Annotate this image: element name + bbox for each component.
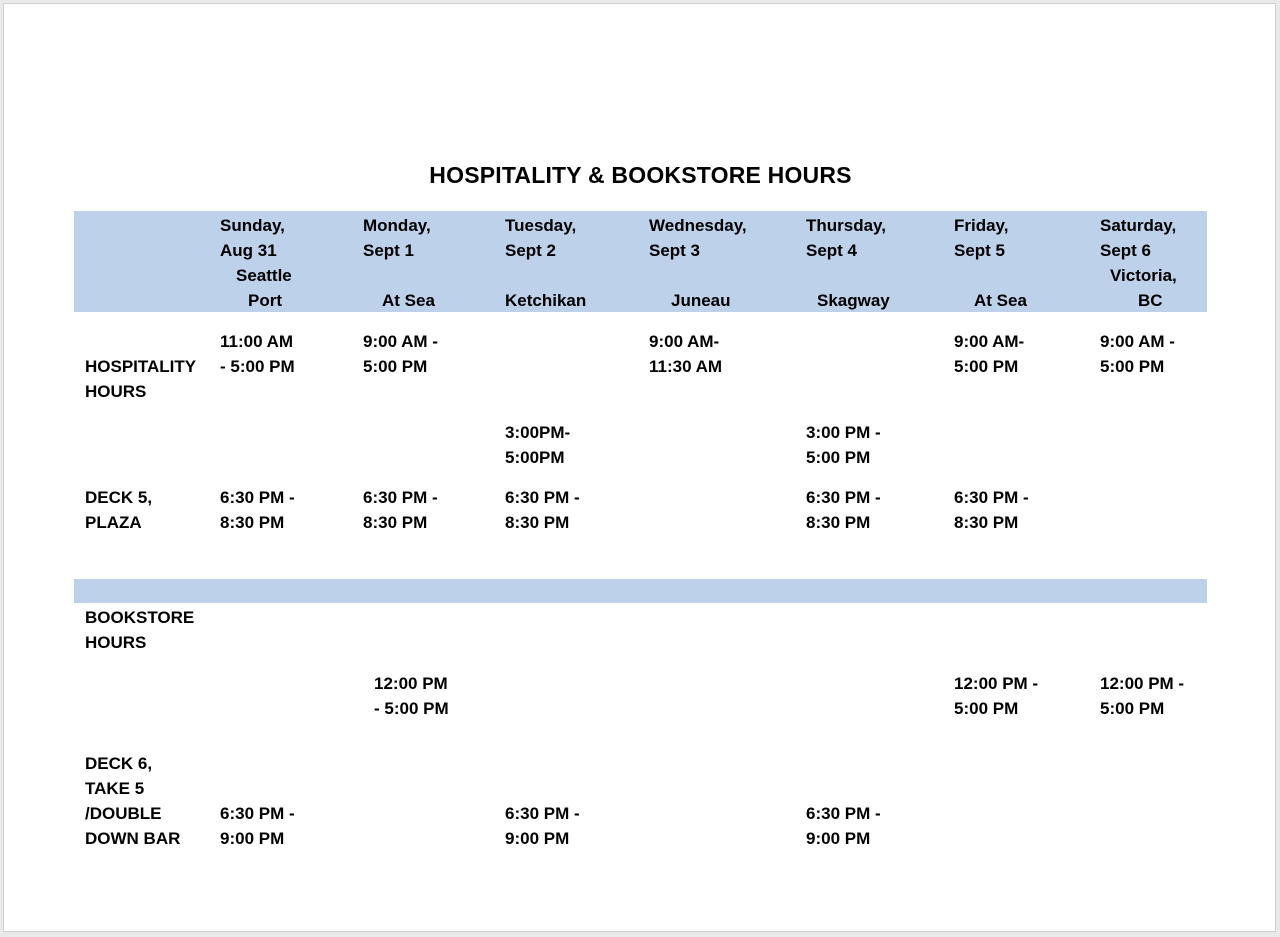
col-friday-date: Sept 5: [954, 241, 1006, 260]
hospitality-label-line1: HOSPITALITY: [85, 357, 197, 376]
hosp-r1-mon-a: 9:00 AM -: [363, 332, 438, 351]
hosp-r2-thu-a: 3:00 PM -: [806, 423, 881, 442]
hosp-r1-sun-a: 11:00 AM: [220, 332, 294, 351]
col-wednesday-loc2: Juneau: [671, 291, 731, 310]
col-monday-loc2: At Sea: [382, 291, 435, 310]
col-tuesday-day: Tuesday,: [505, 216, 577, 235]
hosp-r1-fri-a: 9:00 AM-: [954, 332, 1025, 351]
book-r2-tue-a: 6:30 PM -: [505, 804, 580, 823]
col-monday-day: Monday,: [363, 216, 431, 235]
bookstore-label-line1: BOOKSTORE: [85, 608, 195, 627]
book-r2-thu-a: 6:30 PM -: [806, 804, 881, 823]
col-monday-date: Sept 1: [363, 241, 415, 260]
hosp-r3-fri-b: 8:30 PM: [954, 513, 1019, 532]
col-tuesday-loc2: Ketchikan: [505, 291, 587, 310]
col-saturday-date: Sept 6: [1100, 241, 1152, 260]
hosp-r1-sat-b: 5:00 PM: [1100, 357, 1165, 376]
col-sunday-loc2: Port: [248, 291, 282, 310]
hosp-r3-thu-a: 6:30 PM -: [806, 488, 881, 507]
book-r1-fri-b: 5:00 PM: [954, 699, 1019, 718]
book-r1-fri-a: 12:00 PM -: [954, 674, 1039, 693]
hosp-r1-mon-b: 5:00 PM: [363, 357, 428, 376]
book-r1-sat-b: 5:00 PM: [1100, 699, 1165, 718]
deck5-label-line2: PLAZA: [85, 513, 142, 532]
hosp-r3-fri-a: 6:30 PM -: [954, 488, 1029, 507]
col-tuesday-date: Sept 2: [505, 241, 557, 260]
book-r1-mon-a: 12:00 PM: [374, 674, 448, 693]
hosp-r2-tue-b: 5:00PM: [505, 448, 565, 467]
hosp-r1-sun-b: - 5:00 PM: [220, 357, 295, 376]
col-saturday-loc2: BC: [1138, 291, 1163, 310]
hosp-r3-tue-b: 8:30 PM: [505, 513, 570, 532]
deck6-label-line4: DOWN BAR: [85, 829, 181, 848]
deck5-label-line1: DECK 5,: [85, 488, 153, 507]
hosp-r2-thu-b: 5:00 PM: [806, 448, 871, 467]
col-sunday-day: Sunday,: [220, 216, 285, 235]
col-friday-day: Friday,: [954, 216, 1009, 235]
hosp-r3-mon-b: 8:30 PM: [363, 513, 428, 532]
hosp-r3-tue-a: 6:30 PM -: [505, 488, 580, 507]
col-thursday-date: Sept 4: [806, 241, 858, 260]
bookstore-label-line2: HOURS: [85, 633, 147, 652]
book-r2-sun-b: 9:00 PM: [220, 829, 285, 848]
deck6-label-line2: TAKE 5: [85, 779, 145, 798]
hosp-r3-sun-b: 8:30 PM: [220, 513, 285, 532]
book-r1-mon-b: - 5:00 PM: [374, 699, 449, 718]
hosp-r1-fri-b: 5:00 PM: [954, 357, 1019, 376]
col-thursday-loc2: Skagway: [817, 291, 890, 310]
deck6-label-line3: /DOUBLE: [85, 804, 162, 823]
col-sunday-loc1: Seattle: [236, 266, 292, 285]
col-saturday-day: Saturday,: [1100, 216, 1177, 235]
col-sunday-date: Aug 31: [220, 241, 277, 260]
col-friday-loc2: At Sea: [974, 291, 1027, 310]
hosp-r1-sat-a: 9:00 AM -: [1100, 332, 1175, 351]
document-page: [3, 3, 1276, 932]
hosp-r1-wed-b: 11:30 AM: [649, 357, 723, 376]
hosp-r3-mon-a: 6:30 PM -: [363, 488, 438, 507]
col-thursday-day: Thursday,: [806, 216, 886, 235]
hosp-r1-wed-a: 9:00 AM-: [649, 332, 720, 351]
col-wednesday-date: Sept 3: [649, 241, 701, 260]
hosp-r2-tue-a: 3:00PM-: [505, 423, 571, 442]
col-saturday-loc1: Victoria,: [1110, 266, 1177, 285]
book-r2-thu-b: 9:00 PM: [806, 829, 871, 848]
hosp-r3-thu-b: 8:30 PM: [806, 513, 871, 532]
hospitality-label-line2: HOURS: [85, 382, 147, 401]
book-r2-sun-a: 6:30 PM -: [220, 804, 295, 823]
page-title: HOSPITALITY & BOOKSTORE HOURS: [429, 162, 852, 188]
deck6-label-line1: DECK 6,: [85, 754, 153, 773]
col-wednesday-day: Wednesday,: [649, 216, 747, 235]
book-r1-sat-a: 12:00 PM -: [1100, 674, 1185, 693]
section-divider-band: [74, 579, 1207, 603]
hosp-r3-sun-a: 6:30 PM -: [220, 488, 295, 507]
book-r2-tue-b: 9:00 PM: [505, 829, 570, 848]
